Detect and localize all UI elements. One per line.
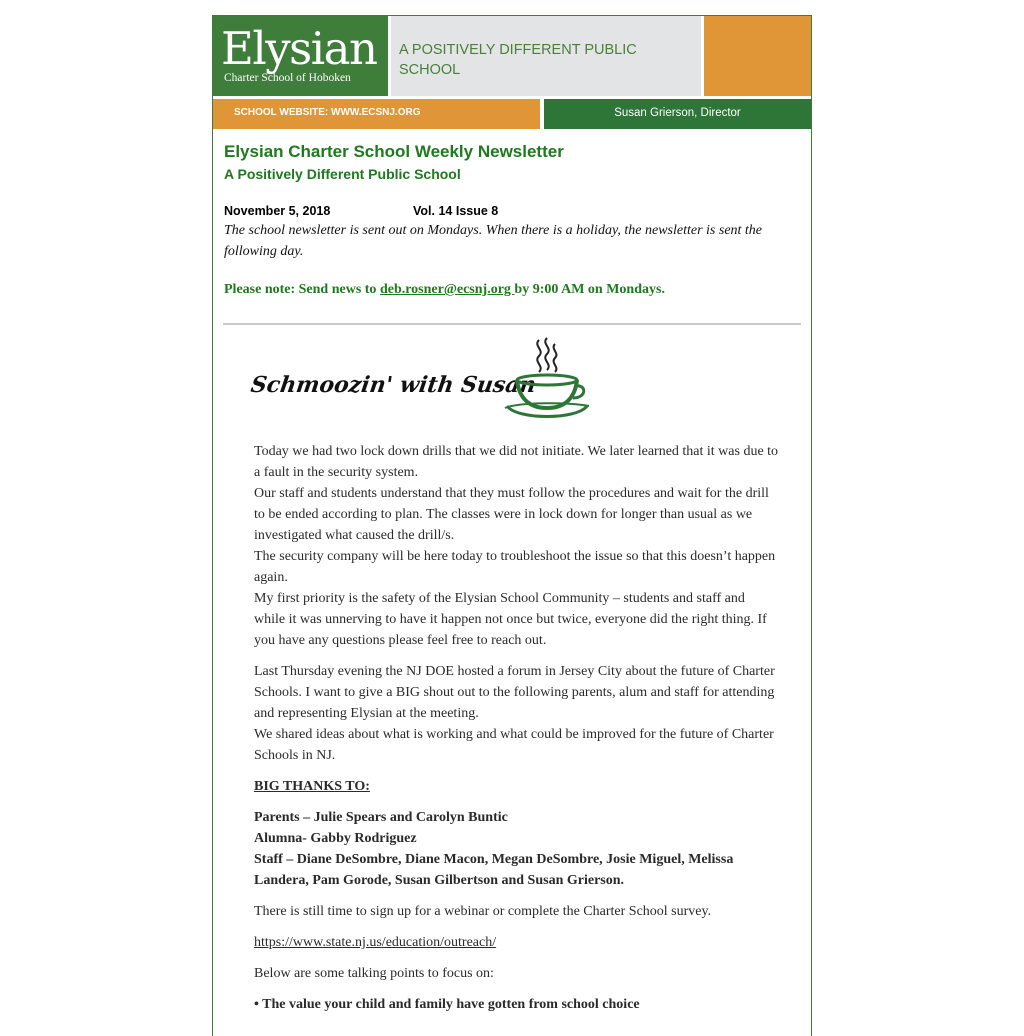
decorative-orange-block <box>704 16 811 96</box>
volume-issue: Vol. 14 Issue 8 <box>413 204 499 218</box>
newsletter-title: Elysian Charter School Weekly Newsletter <box>224 142 564 161</box>
coffee-cup-icon <box>501 336 591 426</box>
website-strip <box>213 99 540 129</box>
school-logo <box>213 16 388 96</box>
talking-point: • The value your child and family have gotten from school choice <box>254 997 640 1012</box>
banner-strip <box>213 99 811 129</box>
please-note-suffix: by 9:00 AM on Mondays. <box>514 282 665 297</box>
logo-wordmark: Elysian <box>221 22 377 75</box>
banner <box>213 16 811 99</box>
thanks-parents: Parents – Julie Spears and Carolyn Buntic <box>254 810 508 825</box>
paragraph: My first priority is the safety of the Elysian School Community – students and staff and while it was unnerving to have it happen not once but twice, everyone did the right thing. If you have any questions please feel free to reach out. <box>254 591 767 648</box>
director-strip <box>544 99 811 129</box>
newsletter-subtitle: A Positively Different Public School <box>224 166 461 182</box>
logo-subtitle: Charter School of Hoboken <box>224 72 351 84</box>
divider <box>223 323 801 325</box>
outreach-link[interactable]: https://www.state.nj.us/education/outreach/ <box>254 935 497 950</box>
newsletter-page <box>212 15 812 1036</box>
thanks-heading: BIG THANKS TO: <box>254 779 370 794</box>
article-body <box>254 441 779 1015</box>
schedule-notice: The school newsletter is sent out on Mondays. When there is a holiday, the newsletter is sent the following day. <box>224 223 763 259</box>
paragraph: Our staff and students understand that they must follow the procedures and wait for the drill to be ended according to plan. The classes were in lock down for longer than usual as we investigated what caused the drill/s. <box>254 486 769 543</box>
paragraph: Today we had two lock down drills that we did not initiate. We later learned that it was due to a fault in the security system. <box>254 444 779 480</box>
paragraph: The security company will be here today to troubleshoot the issue so that this doesn’t happen again. <box>254 549 776 585</box>
schmoozin-banner <box>251 336 591 426</box>
tagline-block <box>391 16 701 96</box>
school-website: SCHOOL WEBSITE: WWW.ECSNJ.ORG <box>234 107 421 118</box>
news-email-link[interactable]: deb.rosner@ecsnj.org <box>379 282 515 297</box>
issue-date: November 5, 2018 <box>224 204 331 218</box>
outreach-link-line <box>254 932 779 953</box>
please-note <box>224 282 665 298</box>
schmoozin-title: Schmoozin' with Susan <box>249 372 538 398</box>
issue-line <box>224 204 499 218</box>
paragraph: Last Thursday evening the NJ DOE hosted a forum in Jersey City about the future of Charter Schools. I want to give a BIG shout out to the following parents, alum and staff for attending and representing Elysian at the meeting. <box>254 664 775 721</box>
paragraph: We shared ideas about what is working and what could be improved for the future of Charter Schools in NJ. <box>254 727 774 763</box>
thanks-staff: Staff – Diane DeSombre, Diane Macon, Megan DeSombre, Josie Miguel, Melissa Landera, Pam Gorode, Susan Gilbertson and Susan Grierson. <box>254 852 734 888</box>
thanks-alumna: Alumna- Gabby Rodriguez <box>254 831 417 846</box>
tagline: A POSITIVELY DIFFERENT PUBLIC SCHOOL <box>399 42 637 78</box>
director-name: Susan Grierson, Director <box>614 107 741 119</box>
talking-points-intro: Below are some talking points to focus on: <box>254 966 494 981</box>
please-note-prefix: Please note: Send news to <box>224 282 380 297</box>
webinar-note: There is still time to sign up for a webinar or complete the Charter School survey. <box>254 904 712 919</box>
